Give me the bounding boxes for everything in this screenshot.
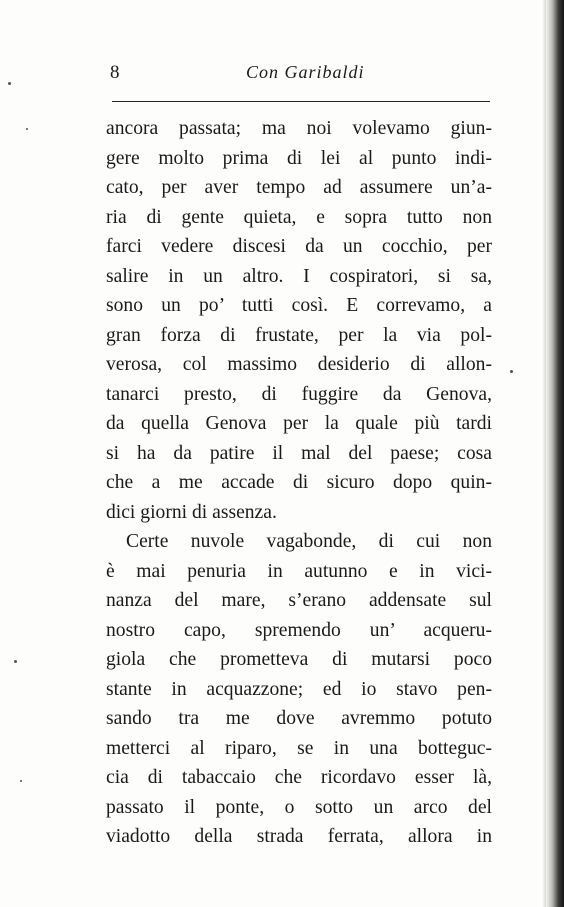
text-line: dici giorni di assenza.	[106, 501, 277, 523]
paper-speck	[510, 370, 513, 373]
running-title: Con Garibaldi	[246, 62, 365, 82]
text-line: è mai penuria in autunno e in vici-	[106, 560, 492, 582]
paper-speck	[26, 128, 28, 130]
paper-speck	[14, 660, 17, 663]
text-line: si ha da patire il mal del paese; cosa	[106, 442, 492, 464]
text-line: cato, per aver tempo ad assumere un’a-	[106, 177, 492, 198]
header-rule	[112, 101, 490, 102]
text-line: cia di tabaccaio che ricordavo esser là,	[106, 767, 492, 788]
text-line: stante in acquazzone; ed io stavo pen-	[106, 678, 492, 700]
text-line: verosa, col massimo desiderio di allon-	[106, 354, 492, 375]
text-line: tanarci presto, di fuggire da Genova,	[106, 383, 492, 405]
paper-speck	[20, 780, 22, 782]
text-line: gere molto prima di lei al punto indi-	[106, 147, 492, 169]
text-line: ancora passata; ma noi volevamo giun-	[106, 118, 492, 139]
text-line: gran forza di frustate, per la via pol-	[106, 324, 492, 346]
body-text	[106, 114, 492, 852]
text-line: sando tra me dove avremmo potuto	[106, 708, 492, 729]
paper-speck	[8, 82, 11, 85]
text-line: salire in un altro. I cospiratori, si sa,	[106, 265, 492, 287]
text-line: ria di gente quieta, e sopra tutto non	[106, 206, 492, 228]
text-line: metterci al riparo, se in una botteguc-	[106, 737, 492, 759]
text-line: passato il ponte, o sotto un arco del	[106, 796, 492, 818]
page-edge	[546, 0, 564, 907]
text-line: da quella Genova per la quale più tardi	[106, 413, 492, 434]
text-line: sono un po’ tutti così. E correvamo, a	[106, 295, 492, 316]
text-line: che a me accade di sicuro dopo quin-	[106, 472, 492, 493]
text-line: farci vedere discesi da un cocchio, per	[106, 236, 492, 257]
text-line: giola che prometteva di mutarsi poco	[106, 649, 492, 670]
paragraph-first-line: Certe nuvole vagabonde, di cui non	[126, 531, 492, 552]
text-line: nostro capo, spremendo un’ acqueru-	[106, 619, 492, 641]
text-line: nanza del mare, s’erano addensate sul	[106, 590, 492, 611]
page-number: 8	[110, 62, 120, 83]
text-line: viadotto della strada ferrata, allora in	[106, 826, 492, 847]
